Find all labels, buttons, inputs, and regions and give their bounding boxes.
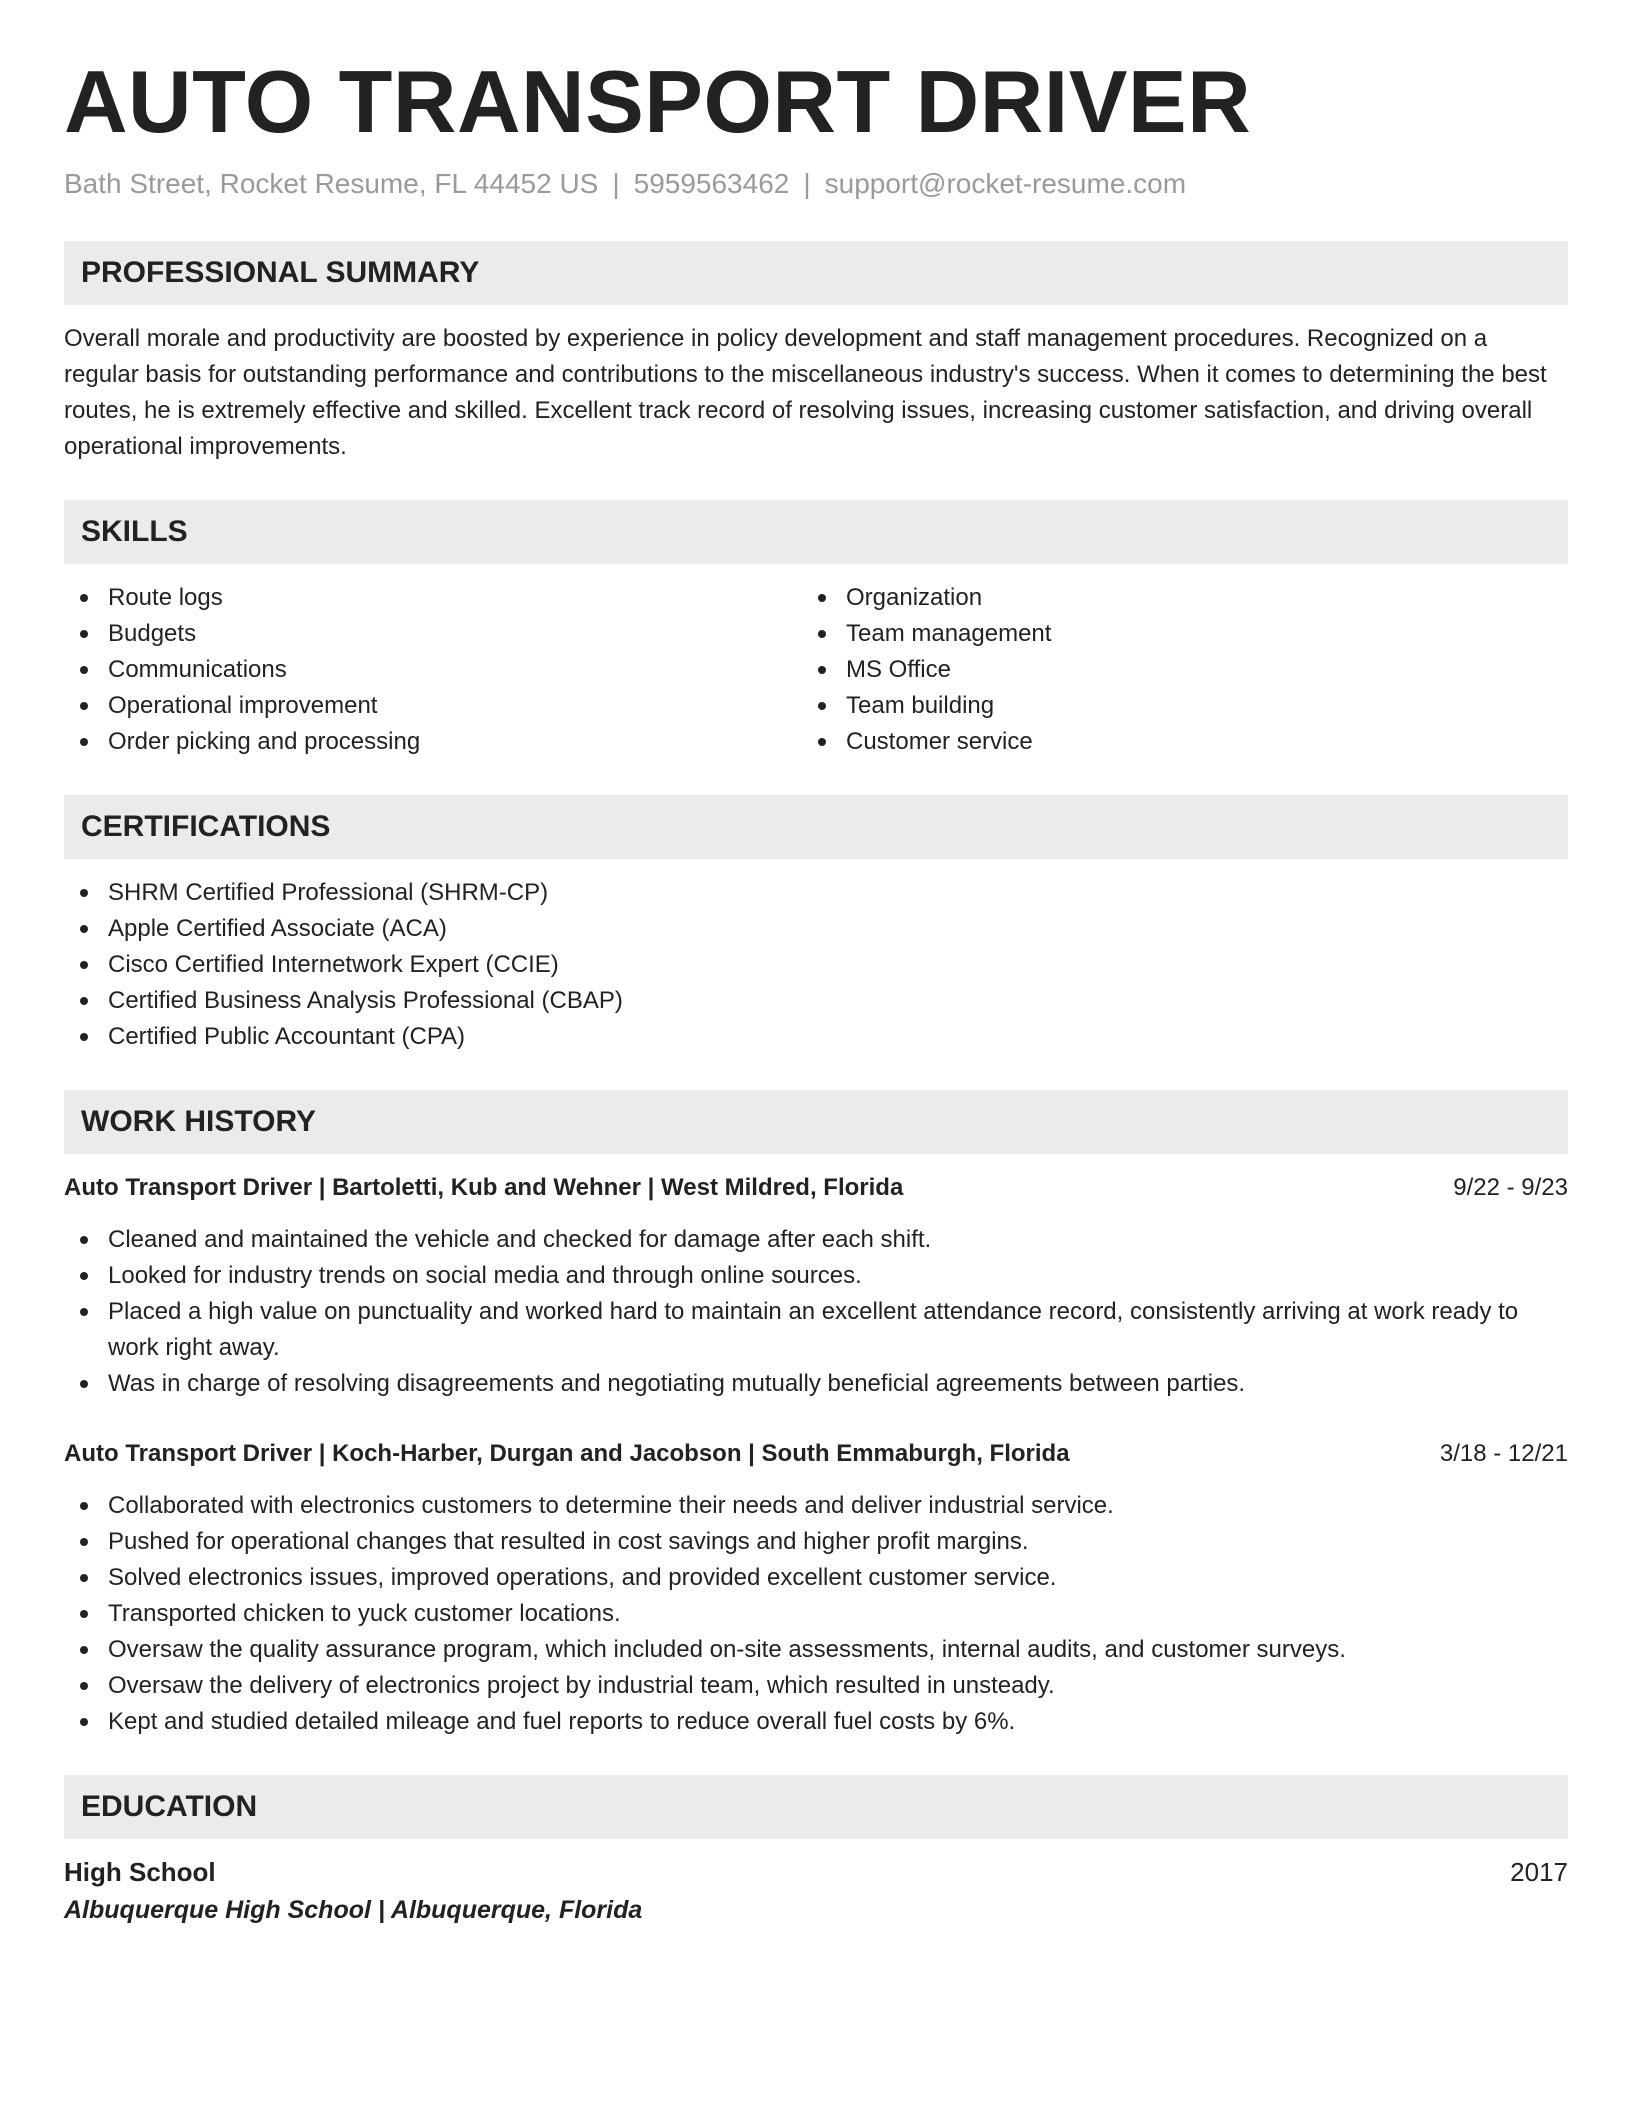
education-year: 2017 — [1510, 1857, 1568, 1887]
list-item: Route logs — [64, 580, 802, 616]
bullet-icon — [80, 738, 88, 746]
contact-separator: | — [612, 168, 620, 199]
contact-phone: 5959563462 — [633, 168, 790, 199]
bullet-icon — [80, 1610, 88, 1618]
certifications-list — [64, 875, 1568, 1055]
bullet-icon — [80, 594, 88, 602]
section-header-work-history: WORK HISTORY — [64, 1090, 1568, 1154]
education-entry — [64, 1853, 1568, 1929]
education-header — [64, 1853, 1568, 1891]
skills-column-left — [64, 580, 802, 760]
job-dates: 9/22 - 9/23 — [1453, 1174, 1568, 1201]
list-item: Kept and studied detailed mileage and fuel reports to reduce overall fuel costs by 6%. — [64, 1704, 1568, 1740]
bullet-icon — [80, 1272, 88, 1280]
bullet-icon — [80, 630, 88, 638]
bullet-icon — [80, 1538, 88, 1546]
bullet-icon — [818, 594, 826, 602]
list-item: Communications — [64, 652, 802, 688]
job-header — [64, 1170, 1568, 1206]
education-school: Albuquerque High School | Albuquerque, Florida — [64, 1896, 643, 1924]
job-title: Auto Transport Driver | Koch-Harber, Durgan and Jacobson | South Emmaburgh, Florida — [64, 1440, 1070, 1467]
list-item: Oversaw the quality assurance program, which included on-site assessments, internal audits, and customer surveys. — [64, 1632, 1568, 1668]
education-degree: High School — [64, 1857, 216, 1887]
bullet-icon — [80, 1502, 88, 1510]
list-item: Apple Certified Associate (ACA) — [64, 911, 1568, 947]
job-dates: 3/18 - 12/21 — [1439, 1440, 1568, 1467]
job-entry — [64, 1436, 1568, 1740]
bullet-icon — [80, 1574, 88, 1582]
list-item: Transported chicken to yuck customer locations. — [64, 1596, 1568, 1632]
bullet-icon — [80, 666, 88, 674]
job-title: Auto Transport Driver | Bartoletti, Kub and Wehner | West Mildred, Florida — [64, 1174, 904, 1201]
bullet-icon — [818, 702, 826, 710]
list-item: Looked for industry trends on social media and through online sources. — [64, 1258, 1568, 1294]
contact-email: support@rocket-resume.com — [824, 168, 1187, 199]
bullet-icon — [80, 925, 88, 933]
bullet-icon — [80, 1236, 88, 1244]
skills-column-right — [802, 580, 1540, 760]
list-item: Solved electronics issues, improved operations, and provided excellent customer service. — [64, 1560, 1568, 1596]
bullet-icon — [80, 889, 88, 897]
list-item: Oversaw the delivery of electronics project by industrial team, which resulted in unsteady. — [64, 1668, 1568, 1704]
section-header-skills: SKILLS — [64, 500, 1568, 564]
bullet-icon — [818, 738, 826, 746]
bullet-icon — [80, 1682, 88, 1690]
contact-address: Bath Street, Rocket Resume, FL 44452 US — [64, 168, 599, 199]
list-item: Order picking and processing — [64, 724, 802, 760]
list-item: Team management — [802, 616, 1540, 652]
bullet-icon — [80, 1718, 88, 1726]
list-item: Was in charge of resolving disagreements and negotiating mutually beneficial agreements between parties. — [64, 1366, 1568, 1402]
list-item: Certified Public Accountant (CPA) — [64, 1019, 1568, 1055]
list-item: Team building — [802, 688, 1540, 724]
contact-separator: | — [803, 168, 811, 199]
bullet-icon — [80, 1380, 88, 1388]
list-item: Cisco Certified Internetwork Expert (CCIE) — [64, 947, 1568, 983]
summary-text: Overall morale and productivity are boosted by experience in policy development and staff management procedures. Recognized on a regular basis for outstanding performance and contributions to the miscellaneous industry's success. When it comes to determining the best routes, he is extremely effective and skilled. Excellent track record of resolving issues, increasing customer satisfaction, and driving overall operational improvements. — [64, 325, 1547, 460]
job-header — [64, 1436, 1568, 1472]
list-item: Organization — [802, 580, 1540, 616]
skills-list — [64, 580, 1568, 760]
candidate-name: AUTO TRANSPORT DRIVER — [64, 52, 1252, 151]
section-header-summary: PROFESSIONAL SUMMARY — [64, 241, 1568, 305]
list-item: Certified Business Analysis Professional (CBAP) — [64, 983, 1568, 1019]
section-header-certifications: CERTIFICATIONS — [64, 795, 1568, 859]
list-item: Pushed for operational changes that resulted in cost savings and higher profit margins. — [64, 1524, 1568, 1560]
list-item: Operational improvement — [64, 688, 802, 724]
bullet-icon — [80, 1308, 88, 1316]
list-item: Collaborated with electronics customers to determine their needs and deliver industrial service. — [64, 1488, 1568, 1524]
list-item: Customer service — [802, 724, 1540, 760]
job-duties-list — [64, 1222, 1568, 1402]
job-entry — [64, 1170, 1568, 1402]
list-item: SHRM Certified Professional (SHRM-CP) — [64, 875, 1568, 911]
bullet-icon — [80, 1033, 88, 1041]
bullet-icon — [80, 702, 88, 710]
contact-line — [64, 166, 1568, 202]
bullet-icon — [818, 630, 826, 638]
bullet-icon — [80, 1646, 88, 1654]
bullet-icon — [818, 666, 826, 674]
list-item: MS Office — [802, 652, 1540, 688]
job-duties-list — [64, 1488, 1568, 1740]
list-item: Placed a high value on punctuality and worked hard to maintain an excellent attendance record, consistently arriving at work ready to work right away. — [64, 1294, 1568, 1366]
section-header-education: EDUCATION — [64, 1775, 1568, 1839]
list-item: Cleaned and maintained the vehicle and checked for damage after each shift. — [64, 1222, 1568, 1258]
bullet-icon — [80, 961, 88, 969]
list-item: Budgets — [64, 616, 802, 652]
bullet-icon — [80, 997, 88, 1005]
